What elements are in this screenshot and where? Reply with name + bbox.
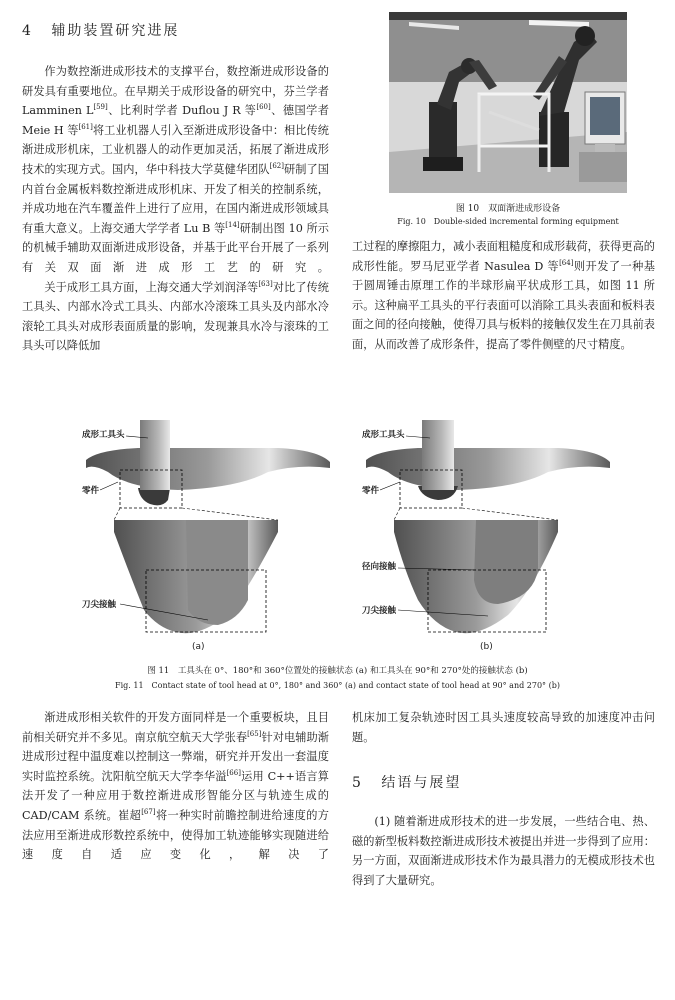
citation-ref: [65]: [247, 729, 262, 738]
citation-ref: [66]: [226, 768, 241, 777]
label-a-tip-contact: 刀尖接触: [82, 600, 117, 610]
diagram-a: [86, 420, 330, 633]
text-run: 针对电辅助渐进成形过程中温度难以控制这一弊端，研究并开发出一套温度实时监控系统。沈阳航空航天大学李华溢: [22, 730, 329, 783]
right-column-conclusion: [352, 812, 655, 890]
paragraph-conclusion-1: [352, 812, 655, 890]
label-b-tool-head: 成形工具头: [362, 430, 405, 440]
citation-ref: [59]: [93, 103, 108, 112]
text-run: 机床加工复杂轨迹时因工具头速度较高导致的加速度冲击问题。: [352, 711, 655, 744]
label-b-tip-contact: 刀尖接触: [362, 606, 397, 616]
right-column-top: [352, 237, 655, 355]
paragraph-tools: [22, 278, 329, 356]
subfigure-a-label: (a): [192, 642, 205, 652]
citation-ref: [60]: [256, 103, 271, 112]
figure-10-caption-en: Fig. 10 Double-sided incremental forming equipment: [397, 217, 619, 226]
figure-10-caption-cn: 图 10 双面渐进成形设备: [455, 204, 561, 214]
text-run: 将一种实时前瞻控制进给速度的方法应用至渐进成形数控系统中，使得加工轨迹能够实现随进给速度自适应变化，解决了: [22, 808, 329, 862]
text-run: 、德国学者 Meie H 等: [22, 104, 329, 137]
label-b-radial-contact: 径向接触: [362, 562, 397, 572]
paragraph-software-cont: [352, 708, 655, 747]
text-run: 作为数控渐进成形技术的支撑平台，数控渐进成形设备的研发具有重要地位。在早期关于成形设备的研究中，芬兰学者 Lamminen L: [22, 65, 329, 118]
text-run: 将工业机器人引入至渐进成形设备中：相比传统渐进成形机床，工业机器人的动作更加灵活，拓展了渐进成形技术的实现方式。国内，华中科技大学莫健华团队: [22, 123, 329, 176]
paragraph-equipment: [22, 62, 329, 278]
citation-ref: [64]: [559, 258, 574, 267]
right-column-bottom: [352, 708, 655, 747]
citation-ref: [14]: [225, 220, 240, 229]
text-run: (1) 随着渐进成形技术的进一步发展，一些结合电、热、磁的新型板料数控渐进成形技术被提出并进一步得到了应用：另一方面，双面渐进成形技术作为最具潜力的无模成形技术也得到了大量研究。: [352, 815, 655, 887]
text-run: 、比利时学者 Duflou J R 等: [107, 104, 257, 118]
robot-equipment-photo: [389, 12, 627, 193]
section-number: 4: [22, 23, 33, 39]
label-a-tool-head: 成形工具头: [82, 430, 125, 440]
text-run: 运用 C++语言算法开发了一种应用于数控渐进成形智能分区与轨迹生成的 CAD/CAM 系统。崔超: [22, 769, 329, 822]
section-title: 结语与展望: [381, 775, 462, 791]
text-run: 研制了国内首台金属板料数控渐进成形机床、开发了相关的控制系统，并成功地在汽车覆盖件上进行了应用，在国内渐进成形领域具有重大意义。上海交通大学学者 Lu B 等: [22, 162, 329, 235]
subfigure-b-label: (b): [480, 642, 493, 652]
contact-state-diagrams: [78, 420, 618, 655]
section-5-heading: [352, 772, 461, 792]
figure-11-caption-cn: 图 11 工具头在 0°、180°和 360°位置处的接触状态 (a) 和工具头在 90°和 270°处的接触状态 (b): [147, 666, 528, 676]
text-run: 则开发了一种基于圆周锤击原理工作的半球形扁平状成形工具，如图 11 所示。这种扁平工具头的平行表面可以消除工具头表面和板料表面之间的径向接触，使得刀具与板料的接触仅发生在刀具前表面，从而改善了成形条件，提高了零件侧壁的尺寸精度。: [352, 259, 655, 351]
left-column-top: [22, 62, 329, 356]
figure-11-caption-en: Fig. 11 Contact state of tool head at 0°, 180° and 360° (a) and contact state of tool head at 90° and 270° (b): [115, 681, 560, 690]
text-run: 关于成形工具方面，上海交通大学刘润泽等: [44, 280, 259, 294]
diagram-b: [366, 420, 610, 633]
section-4-heading: [22, 20, 179, 40]
left-column-bottom: [22, 708, 329, 865]
citation-ref: [61]: [78, 122, 93, 131]
section-number: 5: [352, 775, 363, 791]
label-b-part: 零件: [362, 486, 380, 496]
text-run: 研制出图 10 所示的机械手辅助双面渐进成形设备，并基于此平台开展了一系列有关双面渐进成形工艺的研究。: [22, 221, 329, 274]
label-a-part: 零件: [82, 486, 100, 496]
text-run: 对比了传统工具头、内部水冷式工具头、内部水冷滚珠工具头及内部水冷滚轮工具头对成形表面质量的影响，发现兼具水冷与滚珠的工具头可以降低加: [22, 280, 329, 353]
text-run: 工过程的摩擦阻力，减小表面粗糙度和成形载荷，获得更高的成形性能。罗马尼亚学者 Nasulea D 等: [352, 240, 655, 273]
citation-ref: [63]: [258, 279, 273, 288]
citation-ref: [67]: [141, 807, 156, 816]
figure-11: [78, 420, 618, 655]
citation-ref: [62]: [269, 161, 284, 170]
text-run: 渐进成形相关软件的开发方面同样是一个重要板块，且目前相关研究并不多见。南京航空航天大学张春: [22, 711, 329, 744]
figure-10: [389, 12, 627, 193]
section-title: 辅助装置研究进展: [51, 23, 180, 39]
paragraph-flat-tool: [352, 237, 655, 355]
paragraph-software: [22, 708, 329, 865]
